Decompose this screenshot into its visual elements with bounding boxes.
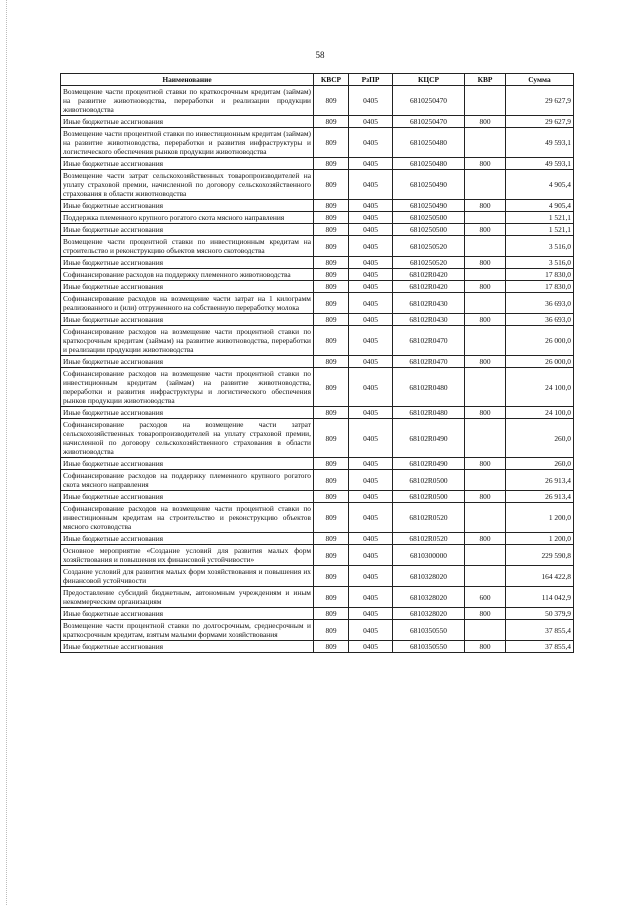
cell-kvsr: 809 xyxy=(314,200,349,212)
cell-name: Иные бюджетные ассигнования xyxy=(61,116,314,128)
cell-sum: 26 000,0 xyxy=(506,326,574,356)
cell-kcsr: 6810350550 xyxy=(393,641,465,653)
cell-kcsr: 68102R0430 xyxy=(393,314,465,326)
cell-kcsr: 68102R0500 xyxy=(393,470,465,491)
cell-kvsr: 809 xyxy=(314,458,349,470)
cell-name: Предоставление субсидий бюджетным, автономным учреждениям и иным некоммерческим организациям xyxy=(61,587,314,608)
cell-rzpr: 0405 xyxy=(349,170,393,200)
cell-kvr xyxy=(465,419,506,458)
cell-sum: 37 855,4 xyxy=(506,620,574,641)
cell-sum: 37 855,4 xyxy=(506,641,574,653)
table-row xyxy=(61,200,574,212)
cell-kcsr: 68102R0480 xyxy=(393,407,465,419)
table-row xyxy=(61,368,574,407)
cell-kvsr: 809 xyxy=(314,356,349,368)
cell-kvsr: 809 xyxy=(314,419,349,458)
table-row xyxy=(61,293,574,314)
cell-name: Софинансирование расходов на возмещение части затрат на 1 килограмм реализованного и (или) отгруженного на собственную переработку молока xyxy=(61,293,314,314)
cell-kcsr: 68102R0420 xyxy=(393,269,465,281)
cell-kvsr: 809 xyxy=(314,566,349,587)
table-row xyxy=(61,503,574,533)
cell-sum: 4 905,4 xyxy=(506,170,574,200)
table-row xyxy=(61,407,574,419)
cell-kvr xyxy=(465,326,506,356)
table-row xyxy=(61,116,574,128)
cell-rzpr: 0405 xyxy=(349,458,393,470)
table-row xyxy=(61,470,574,491)
cell-name: Возмещение части процентной ставки по инвестиционным кредитам (займам) на развитие животноводства, переработки и развития инфраструктуры и логистического обеспечения рынков продукции животноводства xyxy=(61,128,314,158)
cell-sum: 17 830,0 xyxy=(506,269,574,281)
cell-sum: 29 627,9 xyxy=(506,116,574,128)
cell-kvr xyxy=(465,269,506,281)
cell-sum: 49 593,1 xyxy=(506,158,574,170)
cell-sum: 1 200,0 xyxy=(506,503,574,533)
cell-rzpr: 0405 xyxy=(349,293,393,314)
cell-kvsr: 809 xyxy=(314,503,349,533)
table-row xyxy=(61,236,574,257)
cell-rzpr: 0405 xyxy=(349,200,393,212)
cell-sum: 26 000,0 xyxy=(506,356,574,368)
table-row xyxy=(61,281,574,293)
cell-name: Иные бюджетные ассигнования xyxy=(61,224,314,236)
cell-sum: 260,0 xyxy=(506,419,574,458)
cell-sum: 17 830,0 xyxy=(506,281,574,293)
cell-name: Иные бюджетные ассигнования xyxy=(61,491,314,503)
cell-kvr: 800 xyxy=(465,491,506,503)
cell-kcsr: 6810328020 xyxy=(393,587,465,608)
cell-name: Основное мероприятие «Создание условий для развития малых форм хозяйствования и повышения их финансовой устойчивости» xyxy=(61,545,314,566)
cell-name: Иные бюджетные ассигнования xyxy=(61,608,314,620)
cell-kcsr: 68102R0480 xyxy=(393,368,465,407)
cell-rzpr: 0405 xyxy=(349,503,393,533)
cell-kcsr: 68102R0420 xyxy=(393,281,465,293)
cell-name: Софинансирование расходов на возмещение части затрат сельскохозяйственных товаропроизводителей на уплату страховой премии, начисленной по договору сельскохозяйственного страхования в области животноводства xyxy=(61,419,314,458)
cell-kvsr: 809 xyxy=(314,608,349,620)
cell-sum: 229 590,8 xyxy=(506,545,574,566)
cell-name: Иные бюджетные ассигнования xyxy=(61,641,314,653)
cell-name: Создание условий для развития малых форм хозяйствования и повышения их финансовой устойчивости xyxy=(61,566,314,587)
cell-rzpr: 0405 xyxy=(349,641,393,653)
cell-kvsr: 809 xyxy=(314,116,349,128)
cell-name: Иные бюджетные ассигнования xyxy=(61,533,314,545)
table-row xyxy=(61,641,574,653)
header-rzpr: РзПР xyxy=(349,74,393,86)
cell-kcsr: 68102R0490 xyxy=(393,419,465,458)
cell-rzpr: 0405 xyxy=(349,158,393,170)
cell-kcsr: 6810300000 xyxy=(393,545,465,566)
cell-kvsr: 809 xyxy=(314,281,349,293)
cell-kvsr: 809 xyxy=(314,236,349,257)
cell-name: Иные бюджетные ассигнования xyxy=(61,407,314,419)
page-number: 58 xyxy=(315,50,325,60)
cell-kvsr: 809 xyxy=(314,269,349,281)
cell-kcsr: 68102R0430 xyxy=(393,293,465,314)
cell-kcsr: 6810250520 xyxy=(393,236,465,257)
cell-kcsr: 6810328020 xyxy=(393,566,465,587)
cell-kvsr: 809 xyxy=(314,407,349,419)
cell-rzpr: 0405 xyxy=(349,86,393,116)
header-kvr: КВР xyxy=(465,74,506,86)
cell-kvsr: 809 xyxy=(314,470,349,491)
table-row xyxy=(61,212,574,224)
cell-kcsr: 68102R0470 xyxy=(393,326,465,356)
cell-kvr: 800 xyxy=(465,158,506,170)
table-row xyxy=(61,533,574,545)
cell-kvsr: 809 xyxy=(314,257,349,269)
cell-kvr xyxy=(465,566,506,587)
cell-kcsr: 6810250470 xyxy=(393,116,465,128)
cell-kvr xyxy=(465,236,506,257)
cell-sum: 24 100,0 xyxy=(506,368,574,407)
cell-kcsr: 68102R0490 xyxy=(393,458,465,470)
table-row xyxy=(61,587,574,608)
cell-sum: 36 693,0 xyxy=(506,314,574,326)
cell-rzpr: 0405 xyxy=(349,419,393,458)
cell-name: Софинансирование расходов на поддержку племенного животноводства xyxy=(61,269,314,281)
cell-rzpr: 0405 xyxy=(349,608,393,620)
cell-name: Возмещение части процентной ставки по краткосрочным кредитам (займам) на развитие животноводства, переработки и реализации продукции животноводства xyxy=(61,86,314,116)
table-row xyxy=(61,545,574,566)
cell-rzpr: 0405 xyxy=(349,326,393,356)
cell-sum: 1 200,0 xyxy=(506,533,574,545)
cell-rzpr: 0405 xyxy=(349,224,393,236)
cell-kvsr: 809 xyxy=(314,128,349,158)
table-row xyxy=(61,620,574,641)
table-row xyxy=(61,86,574,116)
cell-kvr: 800 xyxy=(465,407,506,419)
cell-kvr xyxy=(465,293,506,314)
cell-kvr: 800 xyxy=(465,608,506,620)
table-row xyxy=(61,326,574,356)
header-row xyxy=(61,74,574,86)
table-row xyxy=(61,158,574,170)
cell-sum: 50 379,9 xyxy=(506,608,574,620)
table-header xyxy=(61,74,574,86)
cell-kvsr: 809 xyxy=(314,158,349,170)
cell-sum: 3 516,0 xyxy=(506,257,574,269)
cell-kvr: 800 xyxy=(465,257,506,269)
table-row xyxy=(61,491,574,503)
cell-kcsr: 68102R0520 xyxy=(393,503,465,533)
cell-kvr xyxy=(465,620,506,641)
cell-kvr: 800 xyxy=(465,641,506,653)
cell-rzpr: 0405 xyxy=(349,566,393,587)
budget-table xyxy=(60,73,574,653)
cell-kvsr: 809 xyxy=(314,170,349,200)
cell-rzpr: 0405 xyxy=(349,128,393,158)
cell-name: Иные бюджетные ассигнования xyxy=(61,314,314,326)
cell-kvr: 800 xyxy=(465,458,506,470)
header-kcsr: КЦСР xyxy=(393,74,465,86)
cell-name: Иные бюджетные ассигнования xyxy=(61,281,314,293)
cell-kvsr: 809 xyxy=(314,368,349,407)
scan-edge-line xyxy=(6,0,8,905)
cell-rzpr: 0405 xyxy=(349,470,393,491)
cell-rzpr: 0405 xyxy=(349,116,393,128)
header-kvsr: КВСР xyxy=(314,74,349,86)
cell-kvsr: 809 xyxy=(314,641,349,653)
cell-kcsr: 6810250490 xyxy=(393,170,465,200)
cell-name: Возмещение части затрат сельскохозяйственных товаропроизводителей на уплату страховой премии, начисленной по договору сельскохозяйственного страхования в области животноводства xyxy=(61,170,314,200)
cell-kvsr: 809 xyxy=(314,224,349,236)
cell-kvsr: 809 xyxy=(314,293,349,314)
cell-kcsr: 68102R0470 xyxy=(393,356,465,368)
table-row xyxy=(61,257,574,269)
cell-rzpr: 0405 xyxy=(349,257,393,269)
table-row xyxy=(61,419,574,458)
cell-kvr: 800 xyxy=(465,533,506,545)
cell-rzpr: 0405 xyxy=(349,620,393,641)
table-row xyxy=(61,224,574,236)
cell-sum: 1 521,1 xyxy=(506,224,574,236)
cell-kcsr: 68102R0500 xyxy=(393,491,465,503)
cell-kcsr: 6810350550 xyxy=(393,620,465,641)
cell-kvsr: 809 xyxy=(314,86,349,116)
table-body xyxy=(61,86,574,653)
cell-kcsr: 6810250490 xyxy=(393,200,465,212)
cell-name: Иные бюджетные ассигнования xyxy=(61,257,314,269)
cell-kcsr: 6810250520 xyxy=(393,257,465,269)
cell-name: Иные бюджетные ассигнования xyxy=(61,458,314,470)
table-row xyxy=(61,608,574,620)
cell-name: Иные бюджетные ассигнования xyxy=(61,158,314,170)
cell-name: Софинансирование расходов на поддержку племенного крупного рогатого скота мясного направления xyxy=(61,470,314,491)
cell-kvsr: 809 xyxy=(314,545,349,566)
cell-name: Софинансирование расходов на возмещение части процентной ставки по краткосрочным кредитам (займам) на развитие животноводства, переработки и реализации продукции животноводства xyxy=(61,326,314,356)
cell-rzpr: 0405 xyxy=(349,545,393,566)
cell-rzpr: 0405 xyxy=(349,314,393,326)
table-row xyxy=(61,170,574,200)
cell-rzpr: 0405 xyxy=(349,491,393,503)
cell-name: Софинансирование расходов на возмещение части процентной ставки по инвестиционным кредитам (займам) на развитие животноводства, переработки и развития инфраструктуры и логистического обеспечения рынков продукции животноводства xyxy=(61,368,314,407)
cell-sum: 3 516,0 xyxy=(506,236,574,257)
cell-name: Иные бюджетные ассигнования xyxy=(61,200,314,212)
cell-kvr: 600 xyxy=(465,587,506,608)
cell-kvr: 800 xyxy=(465,200,506,212)
cell-rzpr: 0405 xyxy=(349,236,393,257)
cell-name: Поддержка племенного крупного рогатого скота мясного направления xyxy=(61,212,314,224)
cell-rzpr: 0405 xyxy=(349,281,393,293)
cell-kvr xyxy=(465,470,506,491)
cell-kvsr: 809 xyxy=(314,212,349,224)
table-row xyxy=(61,314,574,326)
cell-sum: 49 593,1 xyxy=(506,128,574,158)
cell-kvsr: 809 xyxy=(314,314,349,326)
cell-kvr xyxy=(465,503,506,533)
cell-kvsr: 809 xyxy=(314,326,349,356)
cell-sum: 26 913,4 xyxy=(506,491,574,503)
cell-kvsr: 809 xyxy=(314,533,349,545)
table-row xyxy=(61,356,574,368)
cell-kvr: 800 xyxy=(465,116,506,128)
cell-rzpr: 0405 xyxy=(349,533,393,545)
cell-kcsr: 6810250480 xyxy=(393,128,465,158)
cell-sum: 36 693,0 xyxy=(506,293,574,314)
cell-kvr xyxy=(465,128,506,158)
table-row xyxy=(61,269,574,281)
cell-kvr: 800 xyxy=(465,224,506,236)
cell-sum: 1 521,1 xyxy=(506,212,574,224)
table-row xyxy=(61,458,574,470)
cell-kvr xyxy=(465,212,506,224)
cell-kcsr: 6810250500 xyxy=(393,224,465,236)
cell-rzpr: 0405 xyxy=(349,212,393,224)
cell-kcsr: 6810250480 xyxy=(393,158,465,170)
cell-rzpr: 0405 xyxy=(349,356,393,368)
cell-name: Возмещение части процентной ставки по долгосрочным, среднесрочным и краткосрочным кредитам, взятым малыми формами хозяйствования xyxy=(61,620,314,641)
header-name: Наименование xyxy=(61,74,314,86)
cell-kvr: 800 xyxy=(465,356,506,368)
cell-sum: 4 905,4 xyxy=(506,200,574,212)
header-sum: Сумма xyxy=(506,74,574,86)
cell-kcsr: 68102R0520 xyxy=(393,533,465,545)
table-row xyxy=(61,566,574,587)
cell-sum: 164 422,8 xyxy=(506,566,574,587)
cell-kvr xyxy=(465,368,506,407)
cell-kcsr: 6810250470 xyxy=(393,86,465,116)
cell-rzpr: 0405 xyxy=(349,368,393,407)
cell-sum: 260,0 xyxy=(506,458,574,470)
cell-name: Софинансирование расходов на возмещение части процентной ставки по инвестиционным кредитам на строительство и реконструкцию объектов мясного скотоводства xyxy=(61,503,314,533)
table-row xyxy=(61,128,574,158)
cell-kvr: 800 xyxy=(465,314,506,326)
cell-rzpr: 0405 xyxy=(349,587,393,608)
cell-name: Иные бюджетные ассигнования xyxy=(61,356,314,368)
cell-sum: 114 042,9 xyxy=(506,587,574,608)
cell-name: Возмещение части процентной ставки по инвестиционным кредитам на строительство и реконструкцию объектов мясного скотоводства xyxy=(61,236,314,257)
cell-kvr xyxy=(465,170,506,200)
cell-kcsr: 6810250500 xyxy=(393,212,465,224)
cell-kvsr: 809 xyxy=(314,491,349,503)
cell-sum: 24 100,0 xyxy=(506,407,574,419)
cell-rzpr: 0405 xyxy=(349,269,393,281)
cell-kcsr: 6810328020 xyxy=(393,608,465,620)
cell-kvsr: 809 xyxy=(314,620,349,641)
cell-sum: 29 627,9 xyxy=(506,86,574,116)
cell-kvsr: 809 xyxy=(314,587,349,608)
cell-rzpr: 0405 xyxy=(349,407,393,419)
cell-kvr xyxy=(465,545,506,566)
cell-sum: 26 913,4 xyxy=(506,470,574,491)
cell-kvr: 800 xyxy=(465,281,506,293)
cell-kvr xyxy=(465,86,506,116)
